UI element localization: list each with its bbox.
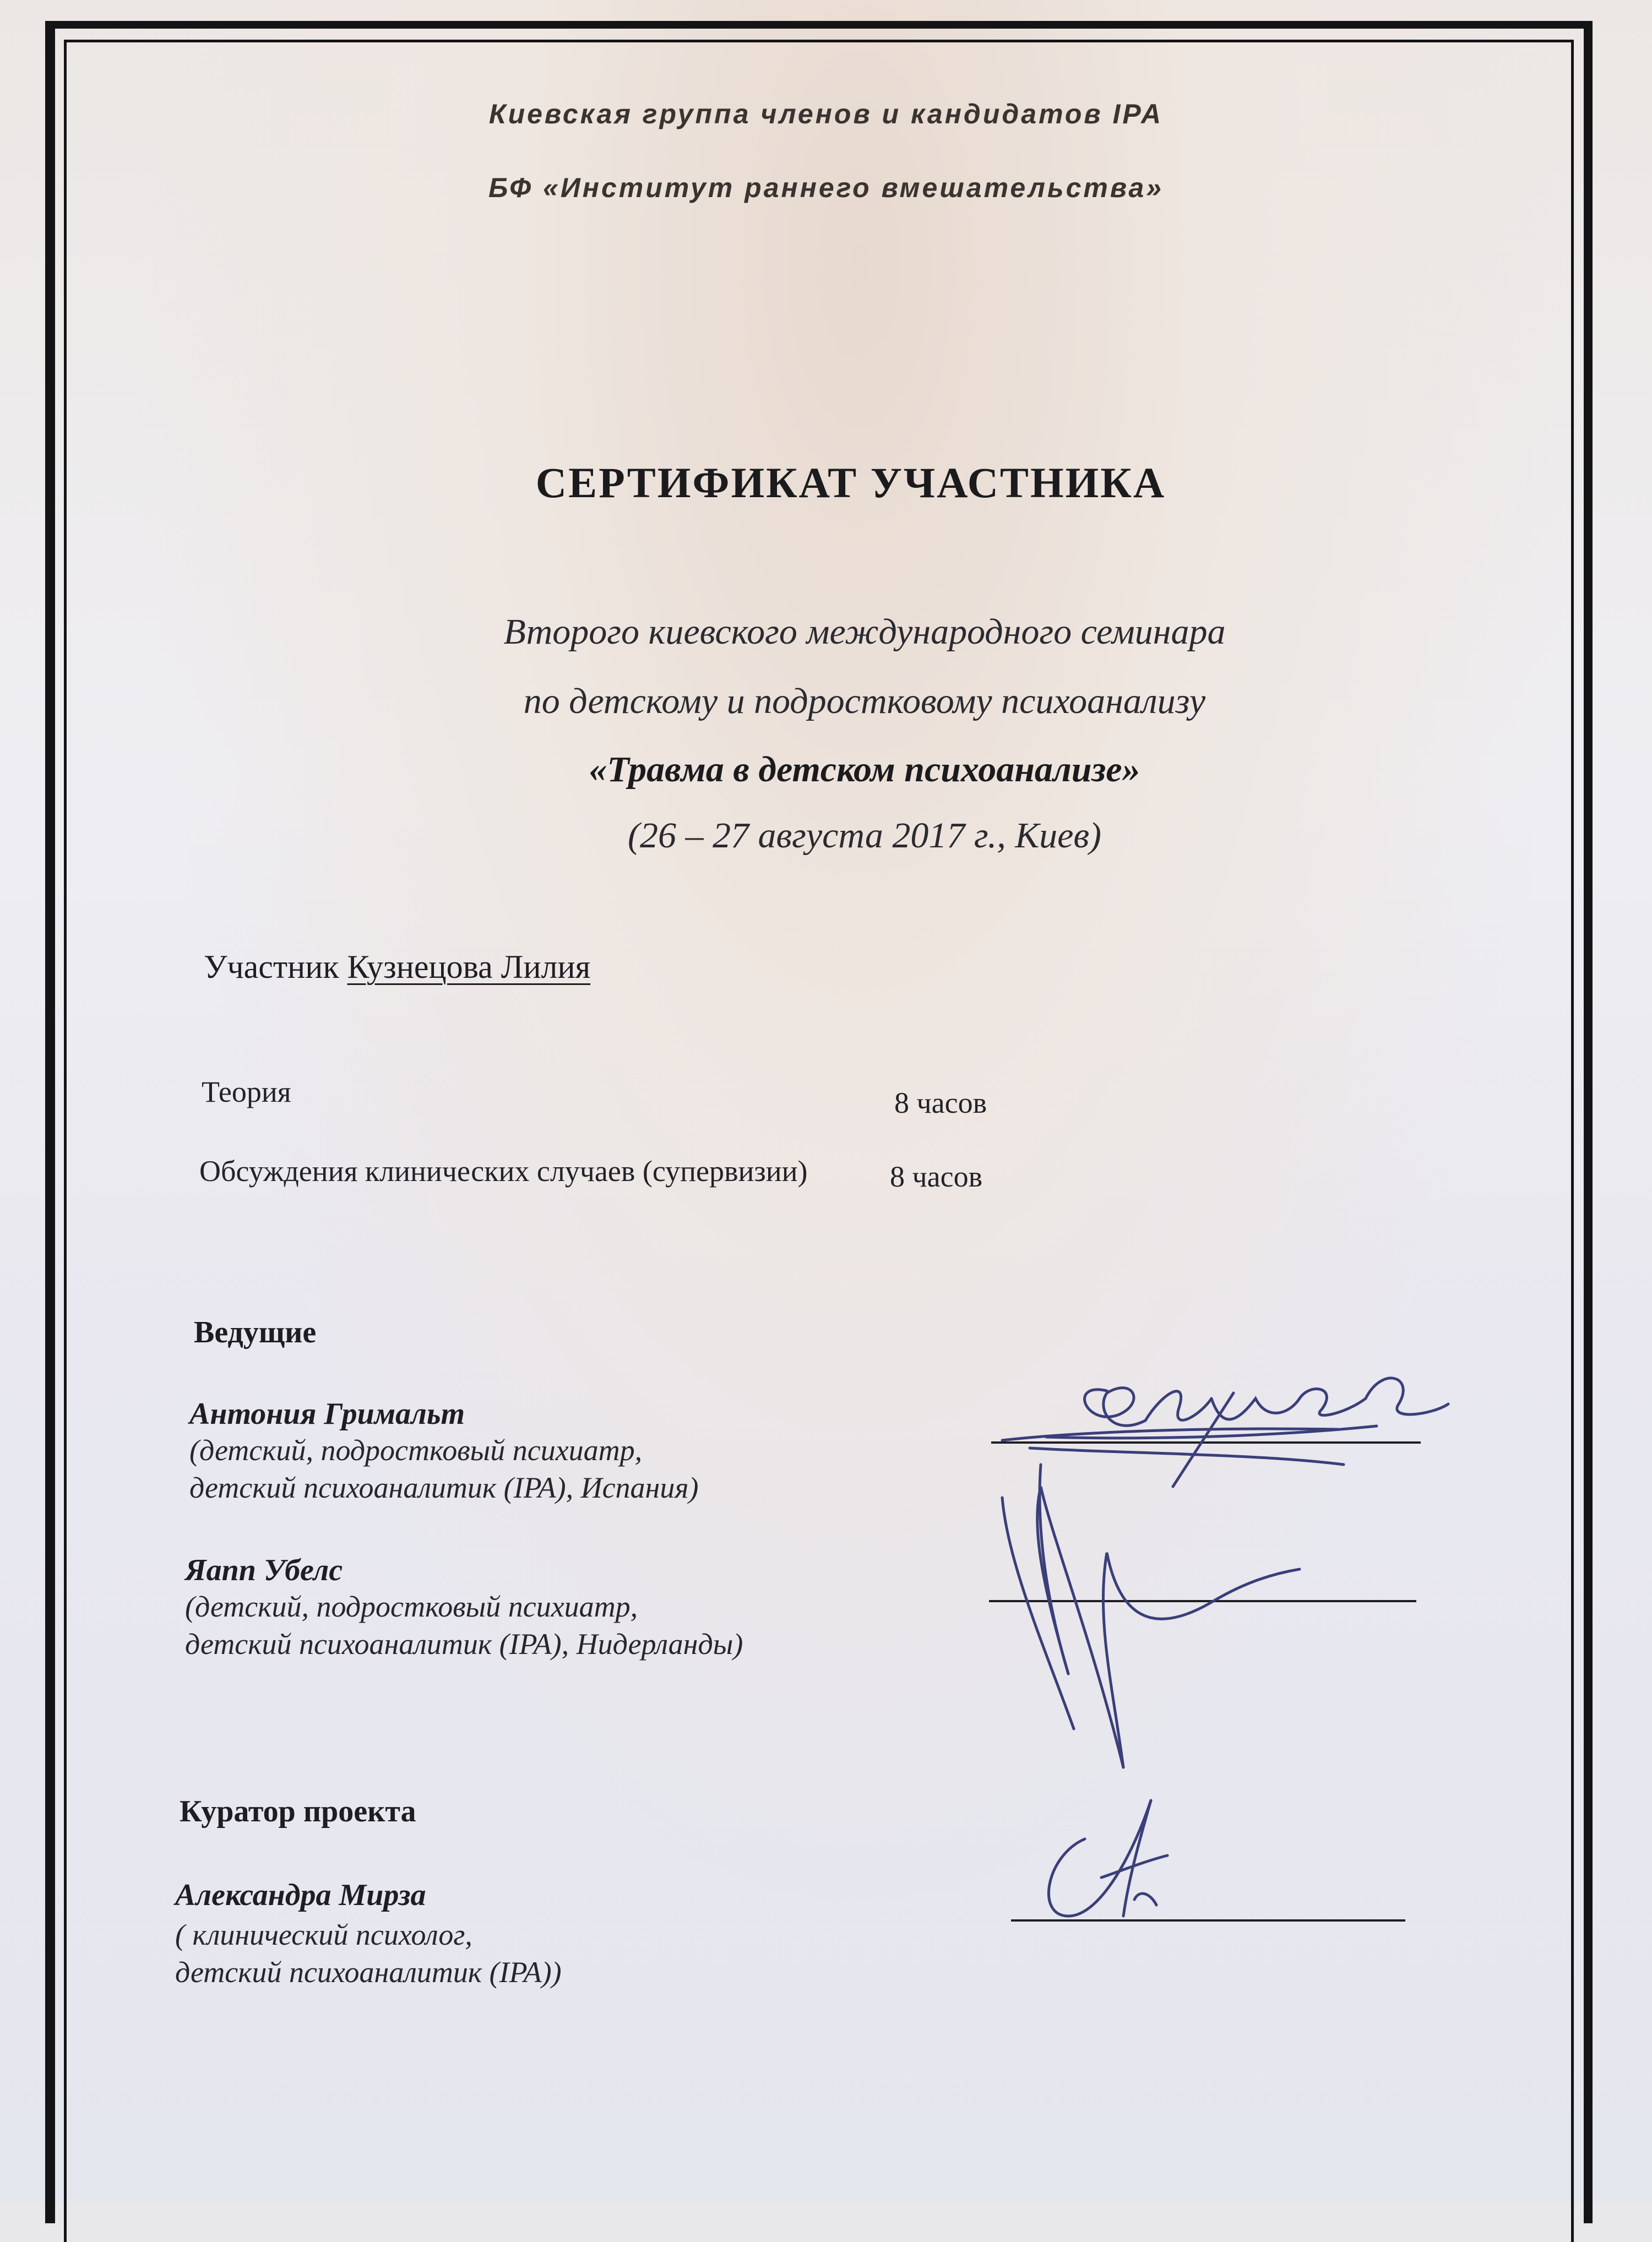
signature-mirza: [1024, 1789, 1200, 1933]
presenter-description-1-line-1: (детский, подростковый психиатр,: [189, 1434, 643, 1467]
participant-label: Участник: [204, 949, 347, 985]
presenters-heading: Ведущие: [194, 1315, 317, 1349]
curator-heading: Куратор проекта: [180, 1794, 416, 1829]
presenter-description-2-line-1: (детский, подростковый психиатр,: [185, 1590, 638, 1623]
curator-description: [175, 1916, 562, 1991]
participant-line: [204, 948, 590, 986]
presenter-name-2: Яапп Убелс: [185, 1553, 343, 1587]
participant-name: Кузнецова Лилия: [347, 949, 591, 985]
seminar-line-2: по детскому и подростковому психоанализу: [523, 681, 1206, 721]
hours-theory-value: 8 часов: [894, 1086, 987, 1119]
foundation-name: БФ «Институт раннего вмешательства»: [488, 172, 1164, 203]
seminar-line-1: Второго киевского международного семинара: [503, 612, 1226, 652]
hours-theory-label: Теория: [202, 1075, 291, 1108]
presenter-description-1: [189, 1432, 698, 1506]
seminar-dates: (26 – 27 августа 2017 г., Киев): [627, 815, 1102, 856]
curator-description-line-1: ( клинический психолог,: [175, 1918, 472, 1951]
presenter-description-2: [185, 1588, 743, 1663]
hours-supervision-value: 8 часов: [890, 1160, 983, 1193]
presenter-description-2-line-2: детский психоаналитик (IPA), Нидерланды): [185, 1628, 743, 1661]
presenter-description-1-line-2: детский психоаналитик (IPA), Испания): [189, 1471, 699, 1504]
organization-name: Киевская группа членов и кандидатов IPA: [488, 99, 1164, 129]
curator-description-line-2: детский психоаналитик (IPA)): [175, 1956, 562, 1989]
hours-supervision-label: Обсуждения клинических случаев (супервизии): [199, 1155, 808, 1188]
curator-name: Александра Мирза: [175, 1878, 426, 1912]
signature-ubels: [980, 1454, 1333, 1784]
certificate-title: СЕРТИФИКАТ УЧАСТНИКА: [535, 459, 1166, 507]
presenter-name-1: Антония Гримальт: [189, 1397, 465, 1431]
seminar-topic: «Травма в детском психоанализе»: [589, 749, 1140, 790]
